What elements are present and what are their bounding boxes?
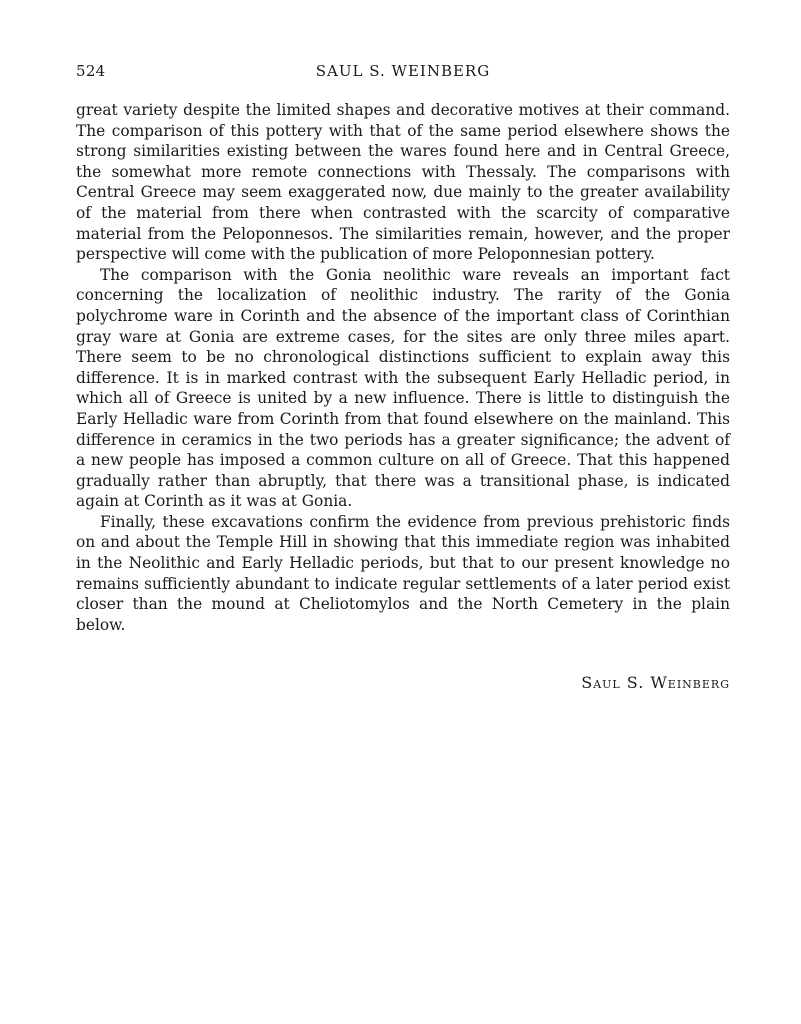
paragraph-gonia-comparison: The comparison with the Gonia neolithic ware reveals an important fact concerning the localization of neolithic industry. The rarity of the Gonia polychrome ware in Corinth and the absence of the important class of Corinthian gray ware at Gonia are extreme cases, for the sites are only three miles apart. There seem to be no chronological distinctions sufficient to explain away this difference. It is in marked contrast with the subsequent Early Helladic period, in which all of Greece is united by a new influence. There is little to distinguish the Early Helladic ware from Corinth from that found elsewhere on the mainland. This difference in ceramics in the two periods has a greater significance; the advent of a new people has imposed a common culture on all of Greece. That this happened gradually rather than abruptly, that there was a transitional phase, is indicated again at Corinth as it was at Gonia. bbox=[76, 265, 730, 511]
paragraph-continued: great variety despite the limited shapes and decorative motives at their command. The comparison of this pottery with that of the same period elsewhere shows the strong similarities existing between the wares found here and in Central Greece, the somewhat more remote connections with Thessaly. The comparisons with Central Greece may seem exaggerated now, due mainly to the greater availability of the material from there when contrasted with the scarcity of comparative material from the Peloponnesos. The similarities remain, however, and the proper perspective will come with the publication of more Peloponnesian pottery. bbox=[76, 101, 730, 264]
paragraph-conclusion: Finally, these excavations confirm the evidence from previous prehistoric finds on and about the Temple Hill in showing that this immediate region was inhabited in the Neolithic and Early Helladic periods, but that to our present knowledge no remains sufficiently abundant to indicate regular settlements of a later period exist closer than the mound at Cheliotomylos and the North Cemetery in the plain below. bbox=[76, 512, 730, 634]
running-title: SAUL S. WEINBERG bbox=[315, 62, 491, 80]
page bbox=[76, 62, 730, 692]
author-signature: Saul S. Weinberg bbox=[581, 673, 730, 693]
page-number: 524 bbox=[76, 62, 106, 80]
running-head bbox=[76, 62, 730, 86]
article-body bbox=[76, 100, 730, 635]
